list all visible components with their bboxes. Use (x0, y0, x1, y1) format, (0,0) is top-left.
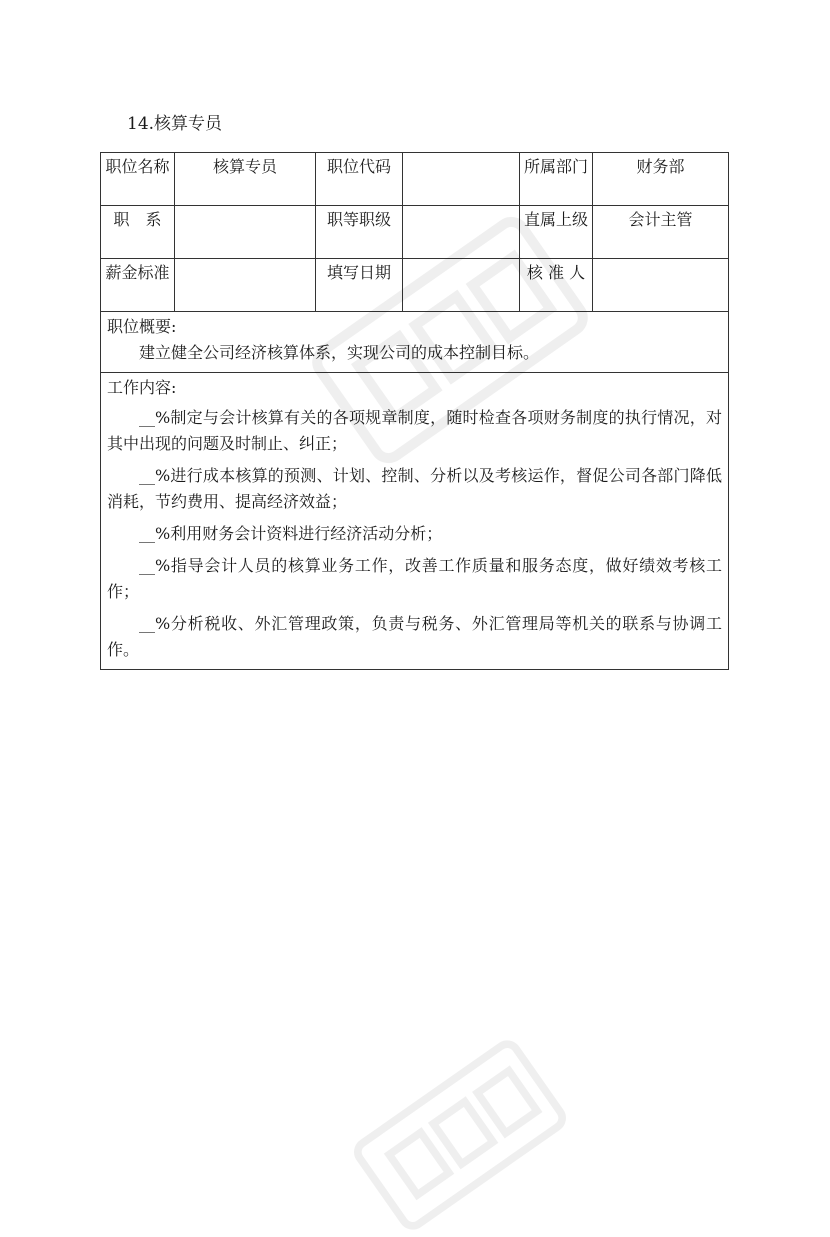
position-code-value-cell (403, 153, 520, 206)
approver-label-cell (520, 259, 593, 312)
position-code-value (403, 153, 519, 155)
fill-date-value (403, 259, 519, 261)
duty-item: __%进行成本核算的预测、计划、控制、分析以及考核运作，督促公司各部门降低消耗，节约费用、提高经济效益； (107, 466, 722, 511)
duty-item: __%指导会计人员的核算业务工作，改善工作质量和服务态度，做好绩效考核工作； (107, 556, 722, 601)
duty-item: __%制定与会计核算有关的各项规章制度，随时检查各项财务制度的执行情况，对其中出现的问题及时制止、纠正； (107, 408, 722, 453)
summary-text: 建立健全公司经济核算体系，实现公司的成本控制目标。 (139, 343, 540, 362)
direct-supervisor-value-cell (593, 206, 729, 259)
salary-standard-value (175, 259, 315, 261)
table-row (101, 259, 729, 312)
department-label: 所属部门 (523, 157, 588, 176)
job-grade-label: 职等职级 (326, 210, 391, 229)
job-grade-label-cell (316, 206, 403, 259)
job-grade-value-cell (403, 206, 520, 259)
job-family-label-cell (101, 206, 175, 259)
direct-supervisor-value: 会计主管 (628, 210, 693, 229)
duty-item: __%利用财务会计资料进行经济活动分析； (139, 524, 443, 543)
salary-standard-label-cell (101, 259, 175, 312)
position-name-value-cell (175, 153, 316, 206)
position-name-label: 职位名称 (105, 157, 170, 176)
content-row (101, 373, 729, 670)
department-value-cell (593, 153, 729, 206)
department-label-cell (520, 153, 593, 206)
job-description-table (100, 152, 729, 670)
fill-date-label-cell (316, 259, 403, 312)
position-code-label: 职位代码 (326, 157, 391, 176)
page-title: 14.核算专员 (127, 114, 223, 134)
department-value: 财务部 (636, 157, 685, 176)
approver-value (593, 259, 728, 261)
table-row (101, 206, 729, 259)
job-family-value-cell (175, 206, 316, 259)
duty-item: __%分析税收、外汇管理政策，负责与税务、外汇管理局等机关的联系与协调工作。 (107, 614, 722, 659)
fill-date-value-cell (403, 259, 520, 312)
summary-section (101, 312, 729, 373)
salary-standard-value-cell (175, 259, 316, 312)
table-row (101, 153, 729, 206)
work-content-section (101, 373, 729, 670)
direct-supervisor-label: 直属上级 (523, 210, 588, 229)
watermark-graphic (347, 1033, 574, 1237)
direct-supervisor-label-cell (520, 206, 593, 259)
job-family-label: 职 系 (113, 210, 162, 229)
job-grade-value (403, 206, 519, 208)
summary-heading: 职位概要: (107, 317, 177, 336)
work-content-heading: 工作内容: (107, 378, 177, 397)
approver-label: 核 准 人 (526, 263, 586, 282)
position-name-value: 核算专员 (212, 157, 277, 176)
salary-standard-label: 薪金标准 (105, 263, 170, 282)
position-name-label-cell (101, 153, 175, 206)
job-family-value (175, 206, 315, 208)
fill-date-label: 填写日期 (326, 263, 391, 282)
approver-value-cell (593, 259, 729, 312)
position-code-label-cell (316, 153, 403, 206)
summary-row (101, 312, 729, 373)
